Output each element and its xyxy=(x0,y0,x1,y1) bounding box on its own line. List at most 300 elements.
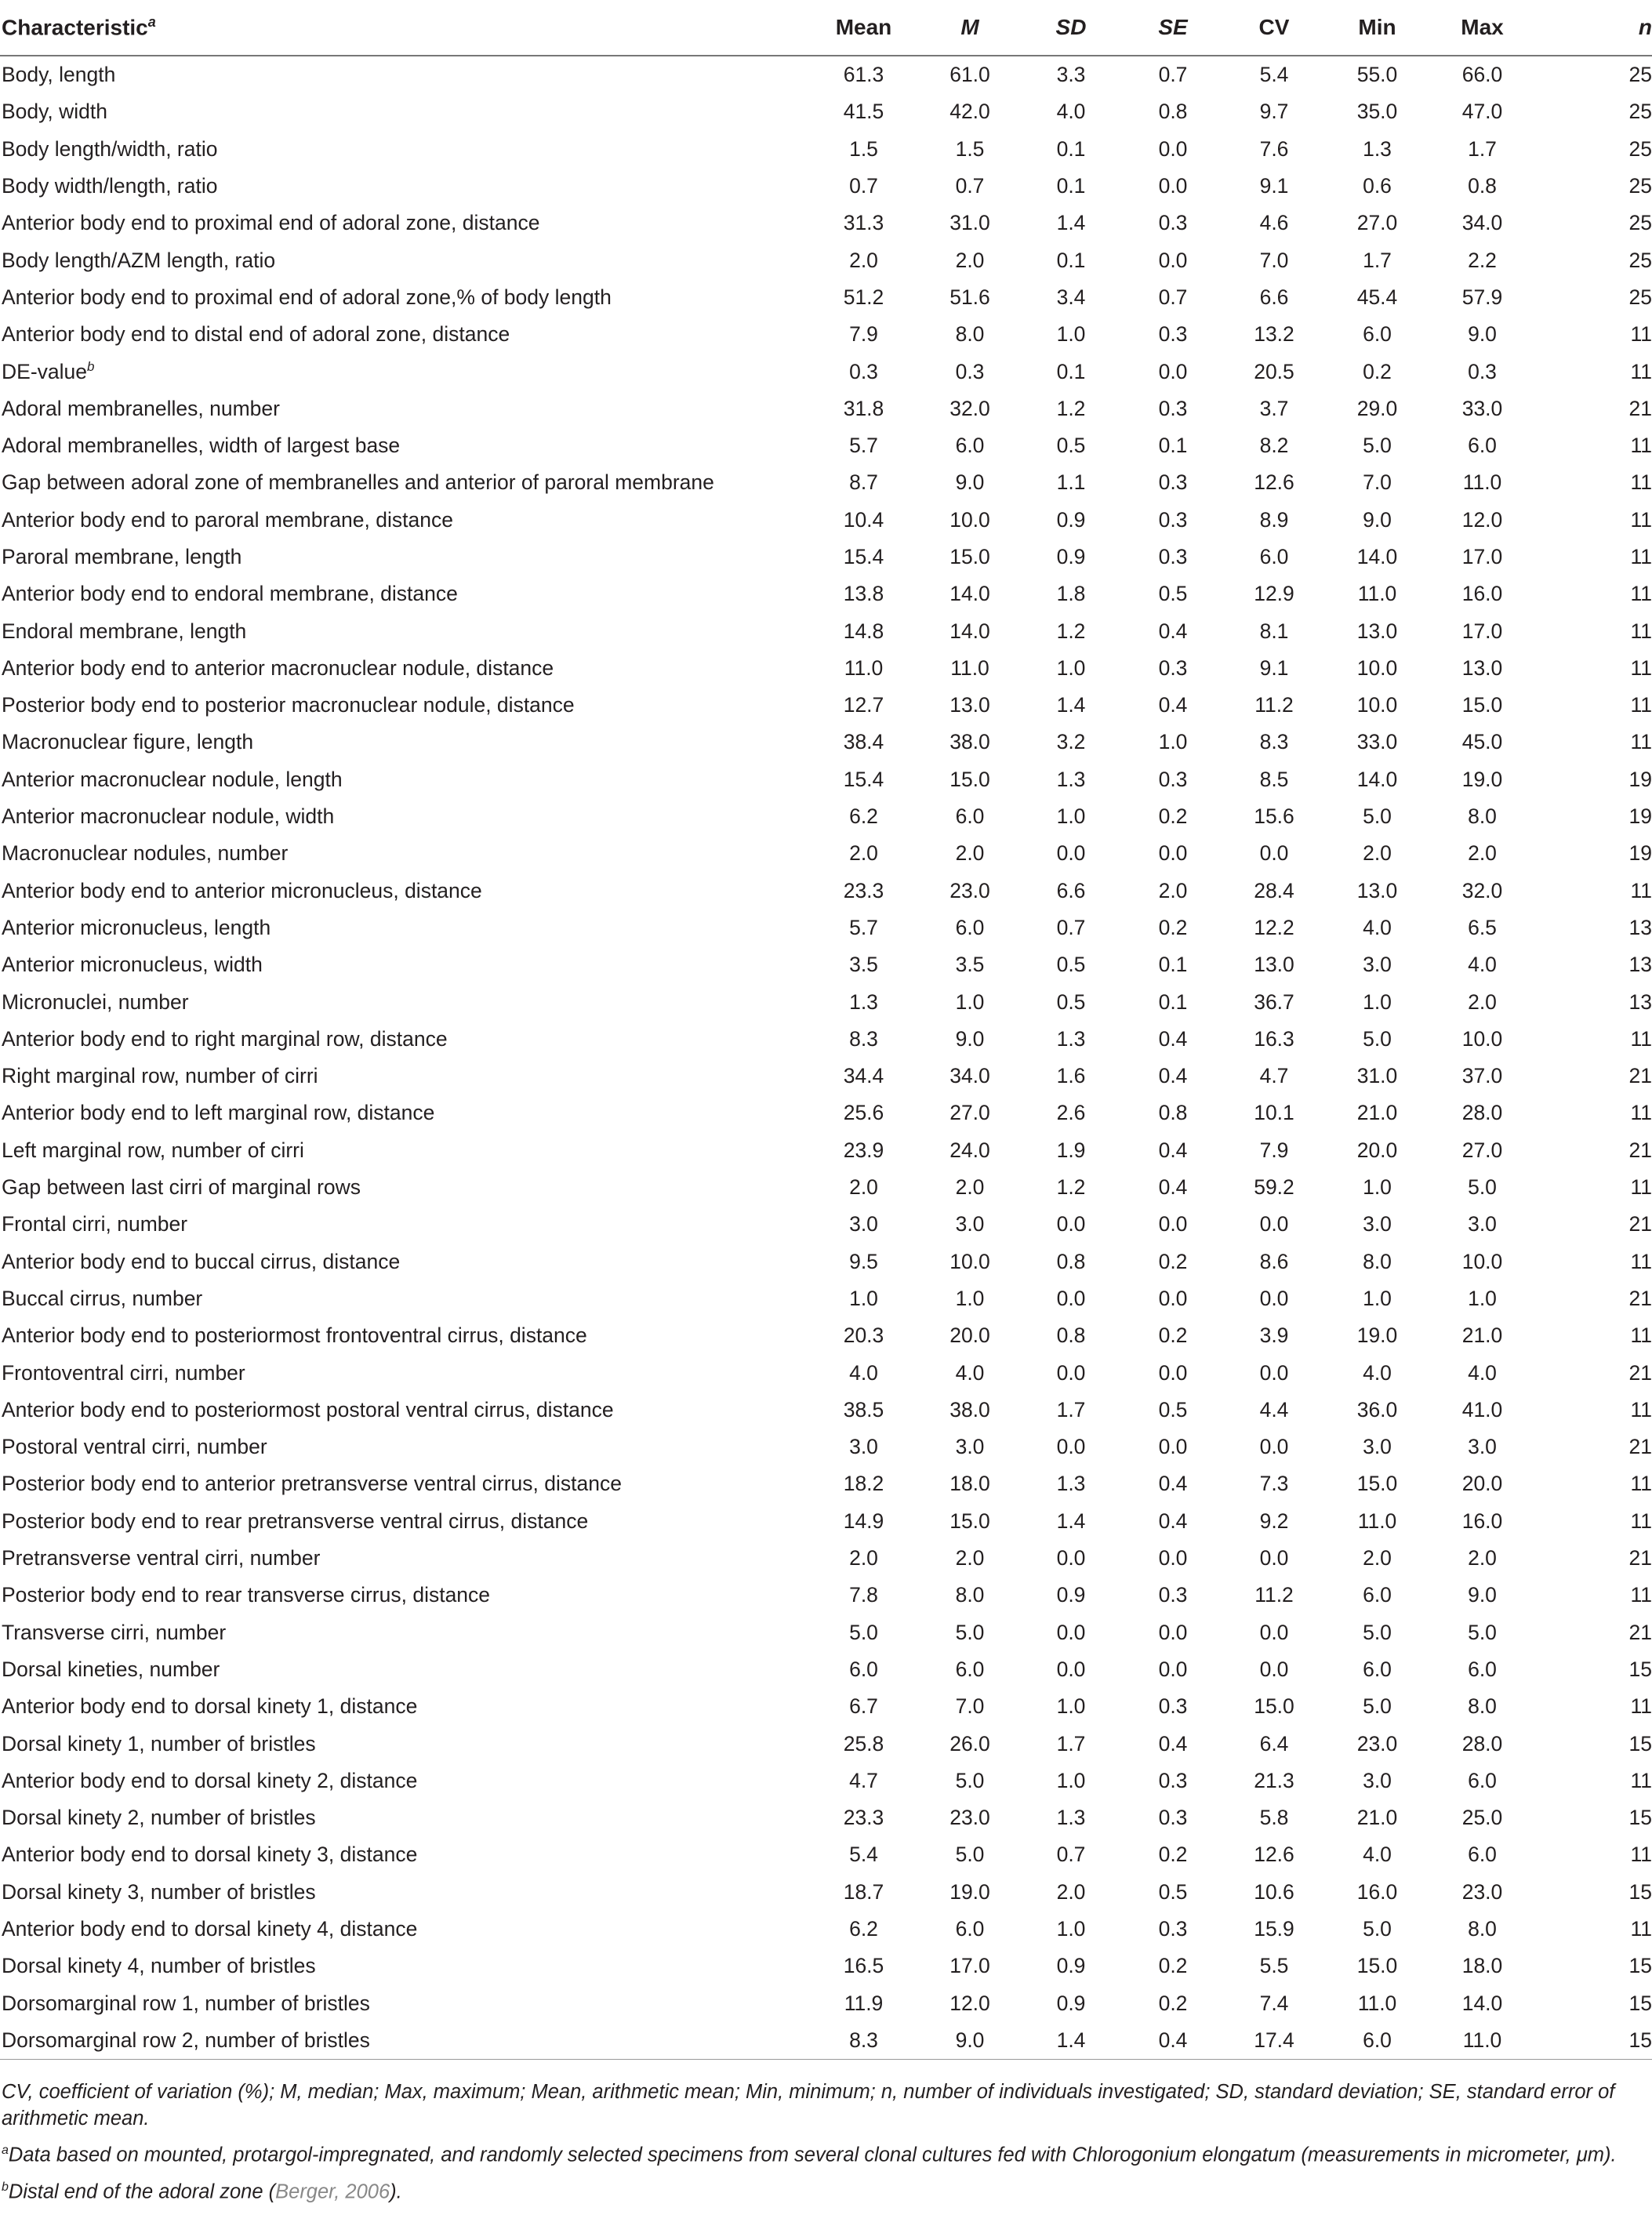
mean-cell: 23.3 xyxy=(843,878,884,902)
median-cell: 3.0 xyxy=(955,1435,985,1459)
mean-cell: 7.8 xyxy=(849,1583,878,1607)
column-header-label: Min xyxy=(1358,15,1396,39)
median-cell: 2.0 xyxy=(955,1546,985,1570)
column-header-label: CV xyxy=(1258,15,1290,39)
footnote-b-text: Distal end of the adoral zone ( xyxy=(8,2180,276,2203)
min-cell: 11.0 xyxy=(1357,1509,1397,1533)
column-header-label: Mean xyxy=(835,15,892,39)
n-cell: 11 xyxy=(1630,1397,1652,1421)
cv-cell: 0.0 xyxy=(1259,841,1289,866)
characteristic-cell xyxy=(0,279,808,316)
cv-cell: 7.0 xyxy=(1259,248,1289,272)
median-cell: 1.0 xyxy=(955,989,985,1014)
n-cell: 15 xyxy=(1534,2022,1652,2060)
sd-cell: 3.4 xyxy=(1056,285,1086,309)
min-cell: 27.0 xyxy=(1356,211,1398,235)
min-cell: 3.0 xyxy=(1363,953,1392,977)
mean-cell: 0.7 xyxy=(849,174,878,198)
mean-cell: 31.8 xyxy=(843,396,884,420)
characteristic-label: Right marginal row, number of cirri xyxy=(2,1064,318,1088)
median-cell: 14.0 xyxy=(949,619,990,643)
min-cell: 6.0 xyxy=(1363,1657,1392,1681)
n-cell: 11 xyxy=(1630,1249,1652,1273)
n-cell: 13 xyxy=(1628,989,1652,1014)
table-row xyxy=(0,279,1652,316)
table-row xyxy=(0,946,1652,983)
mean-cell: 11.0 xyxy=(844,655,884,680)
characteristic-label: Anterior body end to endoral membrane, distance xyxy=(2,582,458,606)
sd-cell: 1.0 xyxy=(1056,804,1086,829)
n-cell: 11 xyxy=(1630,322,1652,347)
sd-cell: 0.1 xyxy=(1056,359,1086,383)
median-cell: 14.0 xyxy=(949,582,990,606)
cv-cell: 0.0 xyxy=(1259,1435,1289,1459)
min-cell: 13.0 xyxy=(1356,878,1398,902)
sd-cell: 0.5 xyxy=(1056,953,1086,977)
max-cell: 3.0 xyxy=(1468,1435,1497,1459)
max-cell: 11.0 xyxy=(1430,2022,1534,2060)
median-cell: 38.0 xyxy=(949,730,990,754)
median-cell: 6.0 xyxy=(955,1657,985,1681)
se-cell: 0.3 xyxy=(1158,322,1188,347)
min-cell: 10.0 xyxy=(1356,693,1398,717)
characteristic-label: Dorsomarginal row 1, number of bristles xyxy=(2,1991,370,2015)
table-row xyxy=(0,241,1652,278)
characteristic-cell xyxy=(0,1948,808,1984)
se-cell: 0.4 xyxy=(1158,1731,1188,1756)
characteristic-cell xyxy=(0,353,808,390)
mean-cell: 3.0 xyxy=(849,1435,878,1459)
median-cell: 38.0 xyxy=(949,1397,990,1421)
characteristic-label: Anterior body end to dorsal kinety 1, distance xyxy=(2,1694,418,1719)
characteristic-cell xyxy=(0,1763,808,1799)
min-cell: 5.0 xyxy=(1363,1694,1392,1719)
max-cell: 14.0 xyxy=(1461,1991,1503,2015)
sd-cell: 0.0 xyxy=(1056,1360,1086,1385)
characteristic-label: Macronuclear figure, length xyxy=(2,730,254,754)
sd-cell: 0.9 xyxy=(1056,507,1086,532)
characteristic-cell xyxy=(0,835,808,872)
mean-cell: 15.4 xyxy=(843,767,884,791)
table-row xyxy=(0,1874,1652,1911)
min-cell: 1.0 xyxy=(1363,1286,1392,1310)
n-cell: 11 xyxy=(1630,655,1652,680)
characteristic-cell xyxy=(0,316,808,353)
mean-cell: 0.3 xyxy=(849,359,878,383)
table-row xyxy=(0,1688,1652,1725)
mean-cell: 5.7 xyxy=(849,434,878,458)
max-cell: 8.0 xyxy=(1468,1916,1497,1941)
max-cell: 0.3 xyxy=(1468,359,1497,383)
characteristic-cell xyxy=(0,427,808,464)
n-cell: 15 xyxy=(1628,1991,1652,2015)
characteristic-cell xyxy=(0,1688,808,1725)
median-cell: 9.0 xyxy=(920,2022,1020,2060)
n-cell: 11 xyxy=(1630,1694,1652,1719)
min-cell: 45.4 xyxy=(1356,285,1398,309)
max-cell: 5.0 xyxy=(1468,1620,1497,1644)
min-cell: 0.2 xyxy=(1363,359,1392,383)
se-cell: 0.2 xyxy=(1158,915,1188,939)
column-header-label: M xyxy=(960,15,979,39)
cv-cell: 8.9 xyxy=(1259,507,1289,532)
max-cell: 19.0 xyxy=(1461,767,1503,791)
characteristic-label: Anterior body end to paroral membrane, distance xyxy=(2,507,453,532)
cv-cell: 6.0 xyxy=(1259,545,1289,568)
cv-cell: 15.6 xyxy=(1254,804,1294,829)
footnote-b-mark: b xyxy=(2,2180,9,2194)
characteristic-cell xyxy=(0,1132,808,1169)
table-row xyxy=(0,724,1652,761)
characteristic-label: Anterior macronuclear nodule, width xyxy=(2,804,335,829)
characteristic-cell xyxy=(0,612,808,649)
sd-cell: 1.2 xyxy=(1056,396,1086,420)
se-cell: 0.8 xyxy=(1158,100,1188,124)
cv-cell: 0.0 xyxy=(1259,1657,1289,1681)
table-row xyxy=(0,1058,1652,1095)
sd-cell: 1.8 xyxy=(1056,582,1086,606)
characteristic-cell xyxy=(0,56,808,93)
table-row xyxy=(0,1206,1652,1243)
median-cell: 42.0 xyxy=(949,100,990,124)
table-row xyxy=(0,1984,1652,2021)
max-cell: 2.0 xyxy=(1468,1546,1497,1570)
mean-cell: 1.3 xyxy=(849,989,878,1014)
mean-cell: 14.9 xyxy=(843,1509,884,1533)
n-cell: 11 xyxy=(1630,1509,1652,1533)
n-cell: 25 xyxy=(1628,136,1652,161)
table-row xyxy=(0,353,1652,390)
table-row xyxy=(0,2022,1652,2060)
characteristic-label: Frontoventral cirri, number xyxy=(2,1360,245,1385)
cv-cell: 0.0 xyxy=(1259,1286,1289,1310)
cv-cell: 9.1 xyxy=(1259,655,1289,680)
characteristic-cell xyxy=(0,1540,808,1577)
cv-cell: 10.6 xyxy=(1254,1879,1294,1904)
characteristic-label: Frontal cirri, number xyxy=(2,1212,188,1236)
table-row xyxy=(0,1540,1652,1577)
footnote-a-text: Data based on mounted, protargol-impregnated, and randomly selected specimens from several clonal cultures fed with Chlorogonium elongatum (measurements in micrometer, μm). xyxy=(8,2144,1617,2166)
median-cell: 34.0 xyxy=(949,1064,990,1088)
n-cell: 25 xyxy=(1628,211,1652,235)
sd-cell: 2.0 xyxy=(1056,1879,1086,1904)
se-cell: 0.1 xyxy=(1158,953,1188,977)
cv-cell: 0.0 xyxy=(1259,1212,1289,1236)
max-cell: 2.0 xyxy=(1468,841,1497,866)
table-row xyxy=(0,575,1652,612)
sd-cell: 0.5 xyxy=(1056,989,1086,1014)
characteristic-label: Dorsal kinety 2, number of bristles xyxy=(2,1806,316,1830)
characteristic-label: Anterior body end to proximal end of adoral zone, distance xyxy=(2,211,540,235)
min-cell: 29.0 xyxy=(1356,396,1398,420)
characteristic-label: Anterior body end to anterior macronuclear nodule, distance xyxy=(2,655,554,680)
n-cell: 21 xyxy=(1628,1620,1652,1644)
characteristic-label: DE-value xyxy=(2,359,87,383)
min-cell: 35.0 xyxy=(1356,100,1398,124)
sd-cell: 0.0 xyxy=(1056,1212,1086,1236)
table-row xyxy=(0,1132,1652,1169)
min-cell: 6.0 xyxy=(1363,1583,1392,1607)
mean-cell: 23.3 xyxy=(843,1806,884,1830)
mean-cell: 2.0 xyxy=(849,1175,878,1200)
max-cell: 8.0 xyxy=(1468,804,1497,829)
max-cell: 17.0 xyxy=(1461,545,1503,568)
se-cell: 0.4 xyxy=(1158,1026,1188,1051)
sd-cell: 0.1 xyxy=(1056,248,1086,272)
table-row xyxy=(0,131,1652,168)
n-cell: 19 xyxy=(1628,767,1652,791)
cv-cell: 8.5 xyxy=(1259,767,1289,791)
n-cell: 11 xyxy=(1630,730,1652,754)
median-cell: 6.0 xyxy=(955,1916,985,1941)
n-cell: 11 xyxy=(1630,1843,1652,1867)
characteristic-cell xyxy=(0,539,808,575)
cv-cell: 12.9 xyxy=(1254,582,1294,606)
cv-cell: 0.0 xyxy=(1259,1620,1289,1644)
characteristic-cell xyxy=(0,2022,808,2060)
sd-cell: 1.2 xyxy=(1056,619,1086,643)
min-cell: 9.0 xyxy=(1363,507,1392,532)
characteristic-label: Anterior body end to dorsal kinety 2, distance xyxy=(2,1768,418,1792)
max-cell: 10.0 xyxy=(1461,1249,1503,1273)
se-cell: 0.1 xyxy=(1158,989,1188,1014)
se-cell: 0.4 xyxy=(1158,1509,1188,1533)
se-cell: 0.2 xyxy=(1158,1249,1188,1273)
characteristic-cell xyxy=(0,1911,808,1948)
footnote-b-citation-link[interactable]: Berger, 2006 xyxy=(275,2180,390,2203)
sd-cell: 1.0 xyxy=(1056,322,1086,347)
footnote-b xyxy=(2,2174,1648,2206)
characteristic-cell xyxy=(0,93,808,130)
n-cell: 11 xyxy=(1630,582,1652,606)
se-cell: 0.3 xyxy=(1158,545,1188,568)
median-cell: 8.0 xyxy=(955,322,985,347)
n-cell: 25 xyxy=(1628,285,1652,309)
cv-cell: 20.5 xyxy=(1254,359,1294,383)
sd-cell: 0.0 xyxy=(1056,1657,1086,1681)
table-row xyxy=(0,390,1652,427)
min-cell: 31.0 xyxy=(1356,1064,1398,1088)
max-cell: 9.0 xyxy=(1468,322,1497,347)
cv-cell: 4.4 xyxy=(1259,1397,1289,1421)
mean-cell: 31.3 xyxy=(843,211,884,235)
table-row xyxy=(0,650,1652,687)
min-cell: 15.0 xyxy=(1356,1472,1398,1496)
se-cell: 0.3 xyxy=(1158,1806,1188,1830)
se-cell: 0.0 xyxy=(1158,841,1188,866)
characteristic-label: Posterior body end to anterior pretransverse ventral cirrus, distance xyxy=(2,1472,622,1496)
mean-cell: 6.0 xyxy=(849,1657,878,1681)
n-cell: 11 xyxy=(1630,507,1652,532)
cv-cell: 15.9 xyxy=(1254,1916,1294,1941)
min-cell: 33.0 xyxy=(1356,730,1398,754)
min-cell: 15.0 xyxy=(1356,1954,1398,1978)
table-row xyxy=(0,1021,1652,1058)
n-cell: 21 xyxy=(1628,1286,1652,1310)
sd-cell: 1.4 xyxy=(1056,693,1086,717)
n-cell: 11 xyxy=(1630,1323,1652,1348)
column-header-label: SD xyxy=(1055,15,1087,39)
column-header-label: n xyxy=(1638,15,1652,39)
column-header-characteristic xyxy=(0,0,808,56)
max-cell: 18.0 xyxy=(1461,1954,1503,1978)
table-row xyxy=(0,168,1652,205)
n-cell: 11 xyxy=(1630,545,1652,568)
se-cell: 0.3 xyxy=(1158,655,1188,680)
characteristic-cell xyxy=(0,1280,808,1317)
sd-cell: 0.8 xyxy=(1056,1249,1086,1273)
mean-cell: 20.3 xyxy=(843,1323,884,1348)
n-cell: 11 xyxy=(1630,434,1652,458)
min-cell: 5.0 xyxy=(1363,1916,1392,1941)
median-cell: 6.0 xyxy=(955,804,985,829)
sd-cell: 0.1 xyxy=(1056,136,1086,161)
characteristic-cell xyxy=(0,241,808,278)
se-cell: 0.4 xyxy=(1158,1138,1188,1162)
characteristic-label: Gap between adoral zone of membranelles and anterior of paroral membrane xyxy=(2,470,714,495)
characteristic-cell xyxy=(0,873,808,910)
sd-cell: 1.3 xyxy=(1056,1472,1086,1496)
footnote-marker: b xyxy=(87,359,95,375)
se-cell: 0.0 xyxy=(1158,136,1188,161)
characteristic-cell xyxy=(0,1577,808,1614)
cv-cell: 8.6 xyxy=(1259,1249,1289,1273)
sd-cell: 2.6 xyxy=(1056,1101,1086,1125)
sd-cell: 1.0 xyxy=(1056,1916,1086,1941)
median-cell: 7.0 xyxy=(955,1694,985,1719)
n-cell: 21 xyxy=(1628,1360,1652,1385)
cv-cell: 7.3 xyxy=(1259,1472,1289,1496)
max-cell: 2.0 xyxy=(1468,989,1497,1014)
max-cell: 28.0 xyxy=(1461,1731,1503,1756)
se-cell: 0.0 xyxy=(1158,1435,1188,1459)
column-header-sd xyxy=(1020,0,1122,56)
table-row xyxy=(0,1169,1652,1206)
table-row xyxy=(0,1317,1652,1354)
characteristic-cell xyxy=(0,1836,808,1873)
column-header-mean xyxy=(808,0,920,56)
mean-cell: 4.0 xyxy=(849,1360,878,1385)
n-cell: 11 xyxy=(1630,359,1652,383)
cv-cell: 15.0 xyxy=(1254,1694,1294,1719)
median-cell: 19.0 xyxy=(949,1879,990,1904)
cv-cell: 6.4 xyxy=(1259,1731,1289,1756)
cv-cell: 8.2 xyxy=(1259,434,1289,458)
min-cell: 55.0 xyxy=(1356,63,1398,87)
characteristic-cell xyxy=(0,1058,808,1095)
n-cell: 11 xyxy=(1630,1916,1652,1941)
median-cell: 5.0 xyxy=(955,1768,985,1792)
characteristic-label: Anterior body end to anterior micronucleus, distance xyxy=(2,878,482,902)
se-cell: 1.0 xyxy=(1158,730,1188,754)
sd-cell: 0.9 xyxy=(1056,1954,1086,1978)
table-row xyxy=(0,1280,1652,1317)
median-cell: 23.0 xyxy=(949,878,990,902)
table-row xyxy=(0,56,1652,93)
cv-cell: 0.0 xyxy=(1259,1546,1289,1570)
characteristic-label: Gap between last cirri of marginal rows xyxy=(2,1175,361,1200)
max-cell: 10.0 xyxy=(1461,1026,1503,1051)
max-cell: 6.5 xyxy=(1468,915,1497,939)
characteristic-cell xyxy=(0,724,808,761)
characteristic-cell xyxy=(0,1984,808,2021)
max-cell: 4.0 xyxy=(1468,1360,1497,1385)
min-cell: 20.0 xyxy=(1356,1138,1398,1162)
n-cell: 21 xyxy=(1628,1212,1652,1236)
max-cell: 34.0 xyxy=(1461,211,1503,235)
characteristic-cell xyxy=(0,687,808,724)
cv-cell: 12.6 xyxy=(1254,470,1294,495)
mean-cell: 2.0 xyxy=(849,248,878,272)
table-row xyxy=(0,1836,1652,1873)
cv-cell: 59.2 xyxy=(1254,1175,1294,1200)
table-row xyxy=(0,93,1652,130)
min-cell: 13.0 xyxy=(1356,619,1398,643)
characteristic-label: Endoral membrane, length xyxy=(2,619,247,643)
characteristic-label: Transverse cirri, number xyxy=(2,1620,227,1644)
table-row xyxy=(0,1799,1652,1836)
n-cell: 21 xyxy=(1628,1435,1652,1459)
min-cell: 5.0 xyxy=(1363,804,1392,829)
se-cell: 0.5 xyxy=(1158,1397,1188,1421)
characteristic-cell xyxy=(0,131,808,168)
se-cell: 0.0 xyxy=(1158,1212,1188,1236)
mean-cell: 41.5 xyxy=(843,100,884,124)
max-cell: 6.0 xyxy=(1468,434,1497,458)
median-cell: 32.0 xyxy=(949,396,990,420)
mean-cell: 11.9 xyxy=(844,1991,884,2015)
n-cell: 11 xyxy=(1630,619,1652,643)
characteristic-label: Paroral membrane, length xyxy=(2,545,242,568)
cv-cell: 28.4 xyxy=(1254,878,1294,902)
se-cell: 0.2 xyxy=(1158,1843,1188,1867)
cv-cell: 3.7 xyxy=(1259,396,1289,420)
n-cell: 25 xyxy=(1628,63,1652,87)
min-cell: 6.0 xyxy=(1363,322,1392,347)
cv-cell: 3.9 xyxy=(1259,1323,1289,1348)
characteristic-label: Anterior body end to dorsal kinety 3, distance xyxy=(2,1843,418,1867)
mean-cell: 8.3 xyxy=(849,1026,878,1051)
median-cell: 15.0 xyxy=(949,767,990,791)
table-row xyxy=(0,427,1652,464)
sd-cell: 1.0 xyxy=(1056,1694,1086,1719)
characteristic-cell xyxy=(0,761,808,798)
mean-cell: 3.0 xyxy=(849,1212,878,1236)
sd-cell: 1.9 xyxy=(1056,1138,1086,1162)
characteristic-cell xyxy=(0,1021,808,1058)
min-cell: 19.0 xyxy=(1356,1323,1398,1348)
table-row xyxy=(0,1948,1652,1984)
sd-cell: 0.7 xyxy=(1056,915,1086,939)
cv-cell: 11.2 xyxy=(1254,1583,1294,1607)
sd-cell: 0.1 xyxy=(1056,174,1086,198)
mean-cell: 18.2 xyxy=(843,1472,884,1496)
min-cell: 10.0 xyxy=(1356,655,1398,680)
mean-cell: 38.5 xyxy=(843,1397,884,1421)
characteristic-label: Anterior micronucleus, width xyxy=(2,953,263,977)
footnote-a xyxy=(2,2137,1648,2169)
characteristic-label: Anterior body end to posteriormost postoral ventral cirrus, distance xyxy=(2,1397,614,1421)
mean-cell: 2.0 xyxy=(849,1546,878,1570)
mean-cell: 13.8 xyxy=(843,582,884,606)
median-cell: 24.0 xyxy=(949,1138,990,1162)
mean-cell: 8.3 xyxy=(808,2022,920,2060)
characteristic-cell xyxy=(0,1095,808,1131)
median-cell: 9.0 xyxy=(955,1026,985,1051)
mean-cell: 16.5 xyxy=(843,1954,884,1978)
cv-cell: 5.5 xyxy=(1259,1954,1289,1978)
min-cell: 14.0 xyxy=(1356,767,1398,791)
